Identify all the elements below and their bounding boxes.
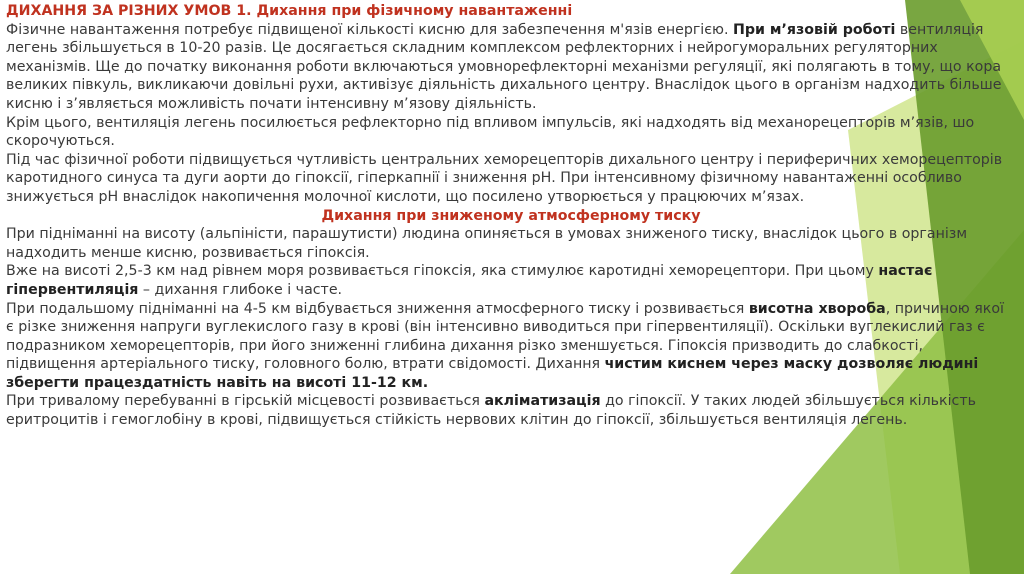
p7-bold-term: акліматизація [484, 393, 601, 410]
p5-bold-a: настає [878, 263, 933, 280]
paragraph-altitude-sickness [6, 300, 1016, 393]
p6-bold-term: висотна хвороба [748, 300, 886, 317]
slide-content [6, 2, 1016, 430]
p5-bold-term: гіпервентиляція [6, 281, 139, 298]
paragraph-physical-load [6, 21, 1016, 114]
p1-rest: вентиляція легень збільшується в 10-20 разів. Це досягається складним комплексом рефлекторних і нейрогуморальних регуляторних механізмів. Ще до початку виконання роботи включаються умовнорефлекторні механізми регуляції, які полягають в тому, що кора великих півкуль, викликаючи довільні рухи, активізує діяльність дихального центру. Внаслідок цього в організм надходить більше кисню і з’являється можливість почати інтенсивну м’язову діяльність. [6, 21, 1002, 112]
p5-text-a: Вже на висоті 2,5-3 км над рівнем моря розвивається гіпоксія, яка стимулює каротидні хеморецептори. При цьому [6, 263, 879, 280]
p1-intro: Фізичне навантаження потребує підвищеної кількості кисню для забезпечення м'язів енергією. [6, 21, 733, 38]
p7-text-a: При тривалому перебуванні в гірській місцевості розвивається [6, 393, 485, 410]
section-subtitle: Дихання при зниженому атмосферному тиску [321, 207, 701, 224]
paragraph-reflex: Крім цього, вентиляція легень посилюється рефлекторно під впливом імпульсів, які надходять від механорецепторів м’язів, шо скорочуються. [6, 114, 975, 150]
paragraph-hyperventilation [6, 262, 1016, 299]
p5-text-c: – дихання глибоке і часте. [138, 281, 343, 298]
paragraph-acclimatization [6, 392, 1016, 429]
paragraph-altitude: При підніманні на висоту (альпіністи, парашутисти) людина опиняється в умовах зниженого тиску, внаслідок цього в організм надходить менше кисню, розвивається гіпоксія. [6, 226, 968, 261]
p6-bold-oxygen: чистим киснем через маску дозволяє людині зберегти працездатність навіть на висоті 11-12 км. [6, 356, 979, 391]
p6-text-a: При подальшому підніманні на 4-5 км відбувається зниження атмосферного тиску і розвивається [6, 300, 749, 317]
p6-text-b: , причиною якої є різке зниження напруги вуглекислого газу в крові (він інтенсивно виводиться при гіпервентиляції). Оскільки вуглекислий газ є подразником хеморецепторів, при його зниженні глибина дихання різко зменшується. Гіпоксія призводить до слабкості, підвищення артеріального тиску, головного болю, втрати свідомості. Дихання [6, 300, 1004, 373]
p7-text-b: до гіпоксії. У таких людей збільшується кількість еритроцитів і гемоглобіну в крові, підвищується стійкість нервових клітин до гіпоксії, збільшується вентиляція легень. [6, 393, 976, 429]
paragraph-chemoreceptors: Під час фізичної роботи підвищується чутливість центральних хеморецепторів дихального центру і периферичних хеморецепторів каротидного синуса та дуги аорти до гіпоксії, гіперкапнії і зниження рН. При інтенсивному фізичному навантаженні особливо знижується рН внаслідок накопичення молочної кислоти, що посилено утворюється у працюючих м’язах. [6, 151, 1003, 205]
slide-title: ДИХАННЯ ЗА РІЗНИХ УМОВ 1. Дихання при фізичному навантаженні [6, 3, 573, 19]
p1-bold: При м’язовій роботі [733, 21, 896, 38]
